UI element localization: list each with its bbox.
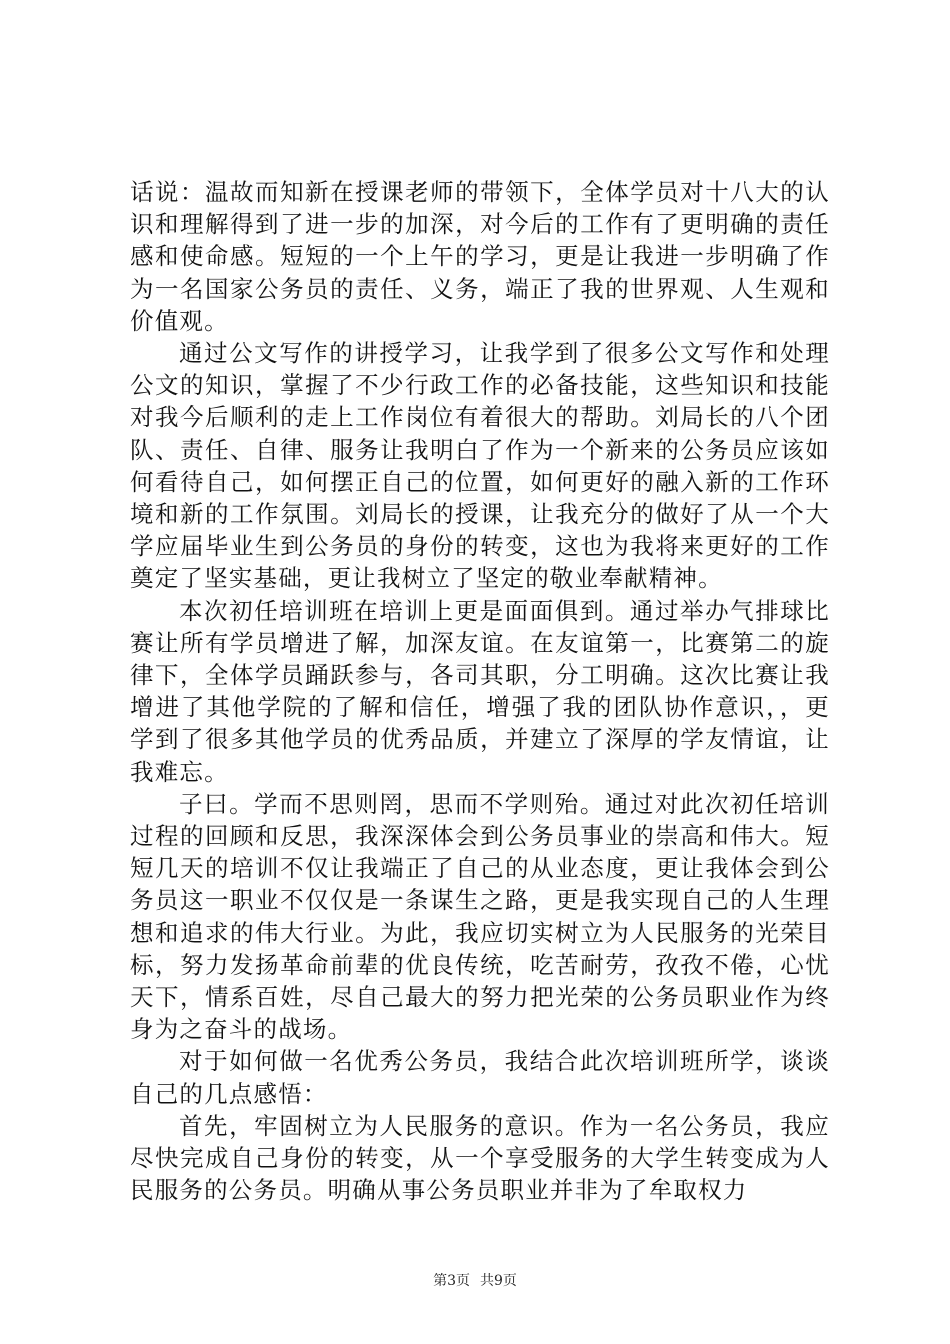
page-number: 第3页 — [433, 1273, 470, 1289]
page-total: 共9页 — [480, 1273, 517, 1289]
paragraph-5: 对于如何做一名优秀公务员，我结合此次培训班所学，谈谈自己的几点感悟： — [130, 1047, 830, 1108]
paragraph-6: 首先，牢固树立为人民服务的意识。作为一名公务员，我应尽快完成自己身份的转变，从一个享受服务的大学生转变成为人民服务的公务员。明确从事公务员职业并非为了牟取权力 — [130, 1111, 830, 1205]
page-footer — [0, 1272, 950, 1290]
paragraph-4: 子曰。学而不思则罔，思而不学则殆。通过对此次初任培训过程的回顾和反思，我深深体会到公务员事业的崇高和伟大。短短几天的培训不仅让我端正了自己的从业态度，更让我体会到公务员这一职业不仅仅是一条谋生之路，更是我实现自己的人生理想和追求的伟大行业。为此，我应切实树立为人民服务的光荣目标，努力发扬革命前辈的优良传统，吃苦耐劳，孜孜不倦，心忧天下，情系百姓，尽自己最大的努力把光荣的公务员职业作为终身为之奋斗的战场。 — [130, 789, 830, 1044]
paragraph-1: 话说：温故而知新在授课老师的带领下，全体学员对十八大的认识和理解得到了进一步的加深，对今后的工作有了更明确的责任感和使命感。短短的一个上午的学习，更是让我进一步明确了作为一名国家公务员的责任、义务，端正了我的世界观、人生观和价值观。 — [130, 178, 830, 335]
paragraph-2: 通过公文写作的讲授学习，让我学到了很多公文写作和处理公文的知识，掌握了不少行政工作的必备技能，这些知识和技能对我今后顺利的走上工作岗位有着很大的帮助。刘局长的八个团队、责任、自律、服务让我明白了作为一个新来的公务员应该如何看待自己，如何摆正自己的位置，如何更好的融入新的工作环境和新的工作氛围。刘局长的授课，让我充分的做好了从一个大学应届毕业生到公务员的身份的转变，这也为我将来更好的工作奠定了坚实基础，更让我树立了坚定的敬业奉献精神。 — [130, 339, 830, 593]
paragraph-3: 本次初任培训班在培训上更是面面俱到。通过举办气排球比赛让所有学员增进了解，加深友谊。在友谊第一，比赛第二的旋律下，全体学员踊跃参与，各司其职，分工明确。这次比赛让我增进了其他学院的了解和信任，增强了我的团队协作意识，，更学到了很多其他学员的优秀品质，并建立了深厚的学友情谊，让我难忘。 — [130, 596, 830, 786]
body-text — [130, 176, 830, 1207]
